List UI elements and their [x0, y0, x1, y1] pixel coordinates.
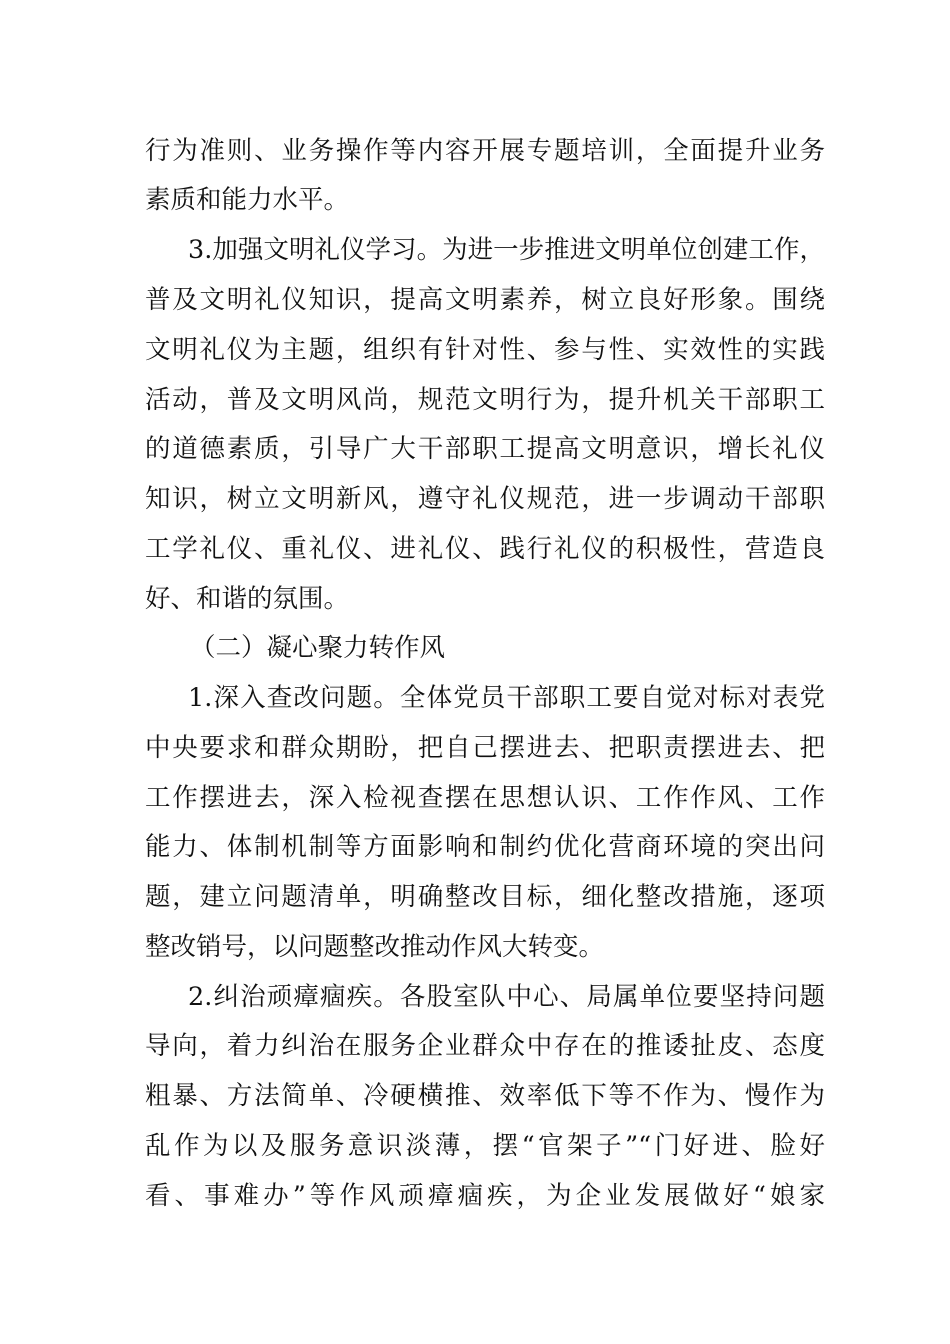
text-line: 粗暴、方法简单、冷硬横推、效率低下等不作为、慢作为: [145, 1081, 825, 1111]
text-line: 题，建立问题清单，明确整改目标，细化整改措施，逐项: [145, 882, 825, 912]
text-line: 行为准则、业务操作等内容开展专题培训，全面提升业务: [145, 136, 825, 166]
text-line: 导向，着力纠治在服务企业群众中存在的推诿扯皮、态度: [145, 1031, 825, 1061]
text-line: 能力、体制机制等方面影响和制约优化营商环境的突出问: [145, 832, 825, 862]
text-line: 3.加强文明礼仪学习。为进一步推进文明单位创建工作，: [188, 235, 825, 265]
text-line: 好、和谐的氛围。: [145, 584, 350, 614]
text-line: 中央要求和群众期盼，把自己摆进去、把职责摆进去、把: [145, 733, 825, 763]
text-line: 1.深入查改问题。全体党员干部职工要自觉对标对表党: [188, 683, 825, 713]
text-line: 普及文明礼仪知识，提高文明素养，树立良好形象。围绕: [145, 285, 825, 315]
text-line: 文明礼仪为主题，组织有针对性、参与性、实效性的实践: [145, 335, 825, 365]
text-line: 乱作为以及服务意识淡薄，摆“官架子”“门好进、脸好: [145, 1131, 825, 1161]
text-line: 的道德素质，引导广大干部职工提高文明意识，增长礼仪: [145, 434, 825, 464]
text-line: 工学礼仪、重礼仪、进礼仪、践行礼仪的积极性，营造良: [145, 534, 825, 564]
text-line: 知识，树立文明新风，遵守礼仪规范，进一步调动干部职: [145, 484, 825, 514]
text-line: 看、事难办”等作风顽瘴痼疾，为企业发展做好“娘家: [145, 1181, 825, 1211]
text-line: 素质和能力水平。: [145, 185, 350, 215]
text-line: 2.纠治顽瘴痼疾。各股室队中心、局属单位要坚持问题: [188, 982, 825, 1012]
text-line: 整改销号，以问题整改推动作风大转变。: [145, 932, 605, 962]
text-line: 工作摆进去，深入检视查摆在思想认识、工作作风、工作: [145, 783, 825, 813]
section-heading: （二）凝心聚力转作风: [190, 633, 446, 663]
text-line: 活动，普及文明风尚，规范文明行为，提升机关干部职工: [145, 385, 825, 415]
